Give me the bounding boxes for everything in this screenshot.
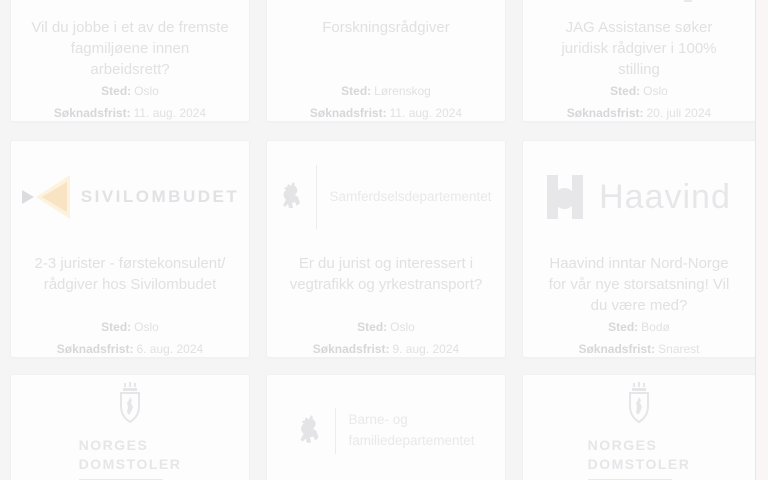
cutoff-logo-remnant	[684, 0, 692, 2]
domstoler-wordmark-line1: NORGES	[587, 437, 658, 454]
job-title[interactable]: JAG Assistanse søker juridisk rådgiver i 100% stilling	[561, 19, 717, 78]
job-meta	[310, 83, 462, 127]
job-title[interactable]: Er du jurist og interessert i vegtrafikk og yrkestransport?	[289, 255, 483, 293]
frist-value: 6. aug. 2024	[136, 342, 204, 356]
job-card[interactable]	[522, 140, 756, 358]
sivilombudet-wordmark: SIVILOMBUDET	[80, 187, 240, 206]
job-card[interactable]	[10, 374, 250, 480]
job-meta	[578, 319, 699, 363]
logo-zone	[31, 141, 240, 253]
sted-label: Sted:	[357, 320, 388, 334]
frist-value: 11. aug. 2024	[133, 106, 207, 120]
frist-value: 20. juli 2024	[646, 106, 712, 120]
norges-domstoler-logo	[588, 380, 691, 480]
sted-label: Sted:	[101, 84, 132, 98]
logo-zone	[31, 0, 229, 17]
job-card[interactable]	[266, 140, 506, 358]
frist-value: Snarest	[658, 342, 700, 356]
sted-value: Oslo	[134, 84, 159, 98]
job-card[interactable]	[10, 140, 250, 358]
frist-label: Søknadsfrist:	[578, 342, 656, 356]
domstoler-wordmark-line2: DOMSTOLER	[78, 455, 182, 472]
department-name	[348, 410, 474, 452]
logo-zone	[31, 375, 229, 480]
logo-zone	[287, 0, 485, 17]
frist-label: Søknadsfrist:	[309, 106, 387, 120]
lion-crest-icon	[297, 414, 323, 448]
sted-label: Sted:	[610, 84, 641, 98]
haavind-h-icon	[547, 175, 583, 219]
logo-divider	[316, 165, 317, 229]
domstoler-wordmark-line2: DOMSTOLER	[587, 455, 691, 472]
haavind-logo	[547, 175, 731, 219]
logo-divider	[335, 408, 336, 454]
frist-value: 11. aug. 2024	[389, 106, 463, 120]
shield-crown-icon	[113, 380, 147, 430]
sivilombudet-logo	[21, 173, 239, 221]
norges-domstoler-logo	[79, 380, 182, 480]
department-name: Samferdselsdepartementet	[329, 188, 492, 204]
logo-zone	[287, 375, 485, 480]
shield-crown-icon	[622, 380, 656, 430]
job-title[interactable]: 2-3 jurister - førstekonsulent/ rådgiver hos Sivilombudet	[34, 255, 226, 293]
samferdselsdepartementet-logo	[280, 165, 491, 229]
sted-value: Oslo	[643, 84, 668, 98]
job-title[interactable]: Vil du jobbe i et av de fremste fagmiljøene innen arbeidsrett?	[31, 19, 229, 78]
logo-zone	[543, 375, 735, 480]
job-meta	[57, 319, 203, 363]
frist-label: Søknadsfrist:	[53, 106, 131, 120]
job-card[interactable]	[266, 374, 506, 480]
job-card[interactable]	[266, 0, 506, 122]
frist-label: Søknadsfrist:	[56, 342, 134, 356]
sted-value: Oslo	[134, 320, 159, 334]
sted-label: Sted:	[341, 84, 372, 98]
sted-label: Sted:	[101, 320, 132, 334]
page-right-margin	[755, 0, 768, 480]
domstoler-wordmark-line1: NORGES	[78, 437, 149, 454]
job-meta	[54, 83, 206, 127]
frist-label: Søknadsfrist:	[566, 106, 644, 120]
logo-zone	[543, 141, 735, 253]
department-name-line2: familiedepartementet	[348, 433, 475, 448]
sivilombudet-arrows-icon	[21, 173, 71, 221]
sted-label: Sted:	[608, 320, 639, 334]
lion-crest-icon	[280, 181, 304, 213]
sted-value: Bodø	[641, 320, 670, 334]
frist-label: Søknadsfrist:	[312, 342, 390, 356]
haavind-wordmark: Haavind	[599, 177, 731, 216]
logo-zone	[287, 141, 492, 253]
sted-value: Oslo	[390, 320, 415, 334]
job-card[interactable]	[10, 0, 250, 122]
job-title[interactable]: Forskningsrådgiver	[322, 19, 450, 36]
job-title[interactable]: Haavind inntar Nord-Norge for vår nye storsatsning! Vil du være med?	[548, 255, 730, 314]
frist-value: 9. aug. 2024	[392, 342, 460, 356]
job-card[interactable]	[522, 0, 756, 122]
department-name-line1: Barne- og	[348, 412, 408, 428]
job-meta	[313, 319, 459, 363]
job-card[interactable]	[522, 374, 756, 480]
logo-zone	[543, 0, 735, 17]
sted-value: Lørenskog	[374, 84, 431, 98]
barne-og-familiedepartementet-logo	[297, 408, 474, 454]
job-meta	[567, 83, 711, 127]
